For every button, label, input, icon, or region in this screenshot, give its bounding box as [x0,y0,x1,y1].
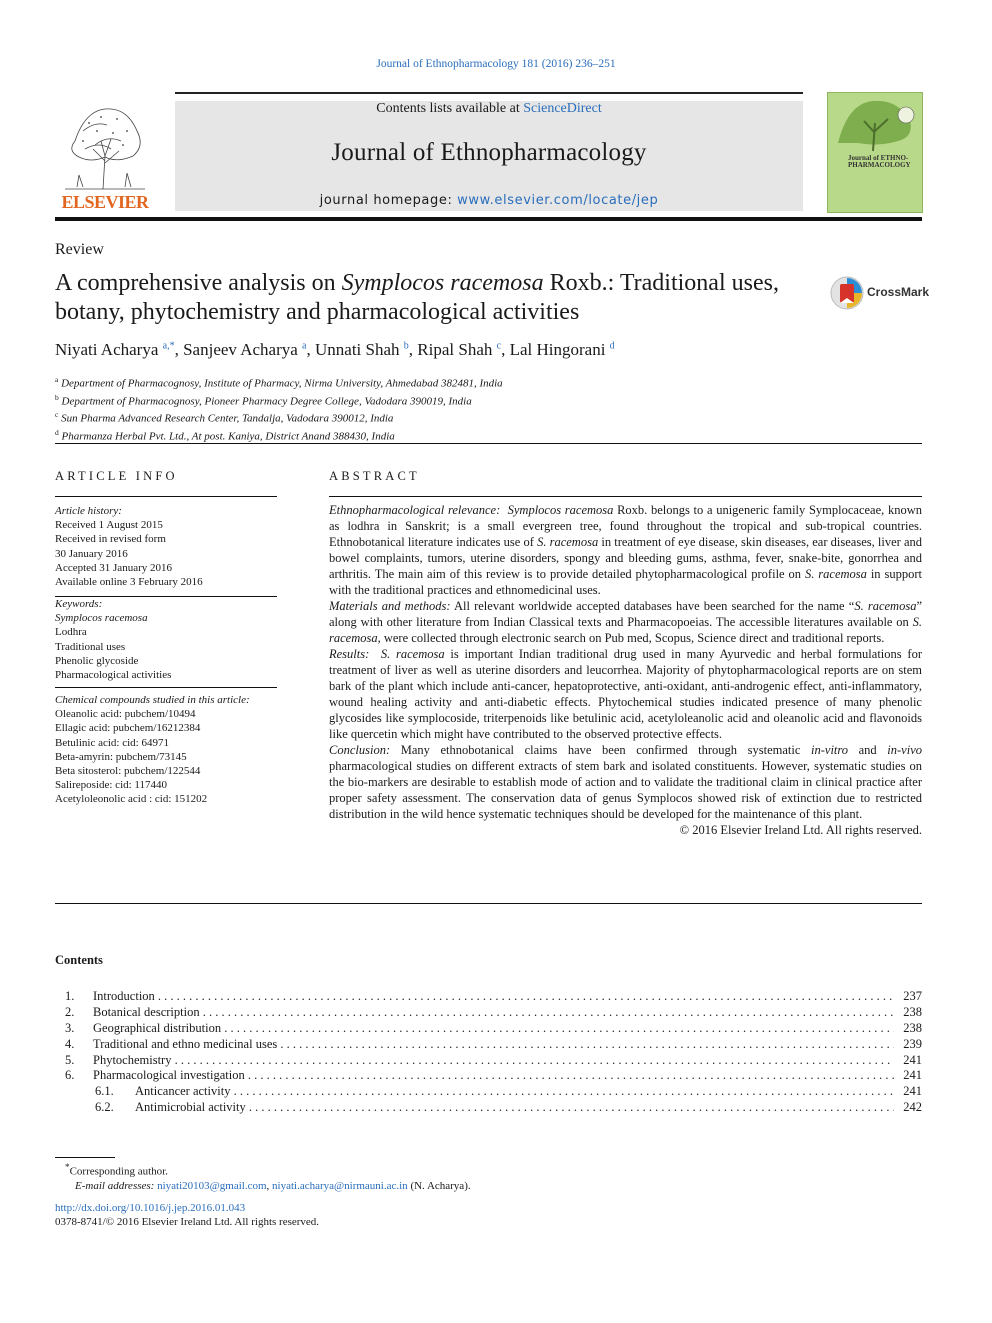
affiliation: $^b$ Department of Pharmacognosy, Pioneer Pharmacy Degree College, Vadodara 390019, India [55,392,472,408]
cover-title: Journal of ETHNO- PHARMACOLOGY [848,154,911,169]
affiliation: $^c$ Sun Pharma Advanced Research Center, Tandalja, Vadodara 390012, India [55,410,394,425]
doi-link[interactable]: http://dx.doi.org/10.1016/j.jep.2016.01.043 [55,1202,246,1214]
chemical-item: Ellagic acid: pubchem/16212384 [55,722,201,735]
toc-item[interactable] [55,1084,922,1100]
elsevier-wordmark: ELSEVIER [61,192,149,212]
header-rule [55,217,922,221]
toc-page: 237 [903,989,922,1003]
keyword: Traditional uses [55,640,126,653]
author-affiliation-link[interactable]: a,* [162,340,175,352]
chemical-item: Beta sitosterol: pubchem/122544 [55,765,201,778]
keyword: Lodhra [55,626,87,639]
abstract-relevance: Ethnopharmacological relevance: Symplocos racemosa Roxb. belongs to a unigeneric family Symplocaceae, known as lodhra in Sanskrit; is a small evergreen tree, found throughout the tropical and sub-tropical countries. Ethnobotanical literature indicates use of S. racemosa in treatment of eye disease, skin diseases, ear diseases, liver and bowel complaints, tumors, uterine disorders, spongy and bleeding gums, asthma, fever, snake-bite, gonorrhea and arthritis. The main aim of this review is to provide detailed phytopharmacological profile on S. racemosa in support with the traditional practices and ethnomedicinal uses. [329,503,923,597]
divider [55,496,277,497]
keyword: Pharmacological activities [55,669,172,682]
email-link[interactable]: niyati20103@gmail.com [157,1179,267,1192]
author-affiliation-link[interactable]: d [609,340,615,352]
toc-item[interactable] [55,989,922,1005]
divider [55,903,922,904]
author: Ripal Shah $^c$, [417,340,510,359]
toc-item[interactable] [55,1021,922,1037]
history-item: Received in revised form [55,533,166,546]
author: Niyati Acharya $^{a,*}$, [55,340,184,359]
toc-page: 238 [903,1004,922,1019]
crossmark-button[interactable] [830,276,930,310]
article-history [55,504,285,589]
article-title: A comprehensive analysis on Symplocos racemosa Roxb.: Traditional uses, botany, phytochemistry and pharmacological activities [55,270,779,325]
toc-title[interactable]: Pharmacological investigation . . . [93,1068,894,1084]
abstract-heading: ABSTRACT [329,469,420,483]
article-type: Review [55,241,104,258]
keyword: Symplocos racemosa [55,612,148,625]
cover-tree-icon [828,93,922,153]
toc-number: 1. [65,989,75,1003]
author-affiliation-link[interactable]: c [496,340,502,352]
doi-block [55,1201,319,1229]
chemical-item: Salireposide: cid: 117440 [55,779,168,792]
corresponding-author-note: *Corresponding author. E-mail addresses: niyati20103@gmail.com, niyati.acharya@nirmauni.ac.in (N. Acharya). [65,1162,471,1192]
history-item: Received 1 August 2015 [55,519,163,532]
toc-page: 239 [903,1036,922,1051]
toc-item[interactable] [55,1005,922,1021]
toc-number: 4. [65,1036,75,1051]
abstract-body [329,502,922,838]
contents-availability: Contents lists available at ScienceDirect [376,101,602,116]
history-heading: Article history: [55,505,122,517]
chemical-item: Oleanolic acid: pubchem/10494 [55,708,196,721]
toc-title[interactable]: Antimicrobial activity . . . [135,1100,894,1116]
email-link[interactable]: niyati.acharya@nirmauni.ac.in [272,1179,408,1192]
toc-number: 2. [65,1004,75,1019]
toc-page: 242 [903,1100,922,1115]
chemical-item: Betulinic acid: cid: 64971 [55,736,169,749]
sciencedirect-link[interactable]: ScienceDirect [523,101,602,116]
masthead-rule [175,92,803,94]
toc-item[interactable] [55,1100,922,1116]
chemicals-heading: Chemical compounds studied in this article: [55,694,250,706]
author-affiliation-link[interactable]: b [403,340,409,352]
abstract-conclusion: Conclusion: Many ethnobotanical claims have been confirmed through systematic in-vitro and in-vivo pharmacological studies on different extracts of stem bark and isolated constituents. However, systematic studies on the bio-markers are desirable to establish mode of action and to validate the traditional claim in clinical practice after proper safety assessment. The conservation data of genus Symplocos showed risk of extinction due to restricted distribution in the wild hence systematic techniques should be developed for the maintenance of this plant. [329,743,922,821]
abstract-results: Results: S. racemosa is important Indian traditional drug used in many Ayurvedic and herbal formulations for treatment of liver as well as uterine disorders and leucorrhea. Majority of phytopharmacological reports are on stem bark of the plant which include anti-cancer, hepatoprotective, anti-oxidant, anti-androgenic effect, anti-inflammatory, wound healing activity and anti-diabetic effects. Phytochemical studies indicated presence of many phenolic glycosides like symplocoside, triterpenoids like betulinic acid, acetyloleanolic acid and oleanolic acid and flavonoids like quercetin which might have contributed to the observed protective effects. [329,647,922,741]
journal-reference[interactable]: Journal of Ethnopharmacology 181 (2016) 236–251 [376,58,616,70]
journal-title: Journal of Ethnopharmacology [331,139,647,166]
divider [329,496,922,497]
divider [55,443,922,444]
crossmark-label: CrossMark [867,285,930,299]
copyright-notice: © 2016 Elsevier Ireland Ltd. All rights reserved. [679,823,922,837]
toc-title[interactable]: Phytochemistry . . . [93,1053,894,1069]
affiliation: $^a$ Department of Pharmacognosy, Institute of Pharmacy, Nirma University, Ahmedabad 382481, India [55,375,503,390]
history-item: Available online 3 February 2016 [55,576,203,589]
toc-item[interactable] [55,1037,922,1053]
toc-title[interactable]: Traditional and ethno medicinal uses . . . [93,1037,894,1053]
issn-copyright: 0378-8741/© 2016 Elsevier Ireland Ltd. All rights reserved. [55,1216,320,1228]
keywords [55,597,285,682]
divider [55,687,277,688]
elsevier-tree-icon [55,101,155,191]
history-item: Accepted 31 January 2016 [55,561,172,574]
chemical-item: Acetyloleonolic acid : cid: 151202 [55,793,208,806]
chemical-compounds [55,693,285,807]
affiliation: $^d$ Pharmanza Herbal Pvt. Ltd., At post. Kaniya, District Anand 388430, India [55,427,395,443]
history-item: 30 January 2016 [55,547,128,560]
author: Unnati Shah $^b$, [315,340,418,359]
toc-page: 241 [903,1068,922,1083]
table-of-contents [55,989,922,1116]
author-list [55,340,615,360]
abstract-methods: Materials and methods: All relevant worldwide accepted databases have been searched for the name “S. racemosa” along with other literature from Indian Classical texts and Pharmacopoeias. The accessible literatures available on S. racemosa, were collected through electronic search on Pub med, Scopus, Science direct and traditional reports. [329,599,923,645]
toc-title[interactable]: Botanical description . . . [93,1005,894,1021]
keywords-heading: Keywords: [55,598,103,610]
toc-title[interactable]: Geographical distribution . . . [93,1021,894,1037]
footnote-rule [55,1157,115,1158]
toc-page: 241 [903,1084,922,1099]
article-info-heading: ARTICLE INFO [55,469,178,483]
toc-page: 238 [903,1020,922,1035]
author: Sanjeev Acharya $^a$, [183,340,315,359]
homepage-link[interactable]: www.elsevier.com/locate/jep [457,193,659,208]
toc-number: 6.1. [95,1084,114,1099]
toc-number: 5. [65,1052,75,1067]
affiliations [55,373,503,444]
toc-item[interactable] [55,1053,922,1069]
crossmark-icon [830,276,864,310]
toc-title[interactable]: Anticancer activity . . . [135,1084,894,1100]
author-affiliation-link[interactable]: a [302,340,307,352]
toc-title[interactable]: Introduction . . . [93,989,894,1005]
journal-cover[interactable] [827,92,923,213]
journal-homepage: journal homepage: www.elsevier.com/locate/jep [319,193,659,208]
toc-page: 241 [903,1052,922,1067]
toc-number: 6. [65,1068,75,1083]
toc-number: 3. [65,1020,75,1035]
toc-number: 6.2. [95,1100,114,1115]
author: Lal Hingorani $^d$ [509,340,615,359]
keyword: Phenolic glycoside [55,654,139,667]
toc-item[interactable] [55,1068,922,1084]
chemical-item: Beta-amyrin: pubchem/73145 [55,750,187,763]
contents-heading: Contents [55,953,103,967]
